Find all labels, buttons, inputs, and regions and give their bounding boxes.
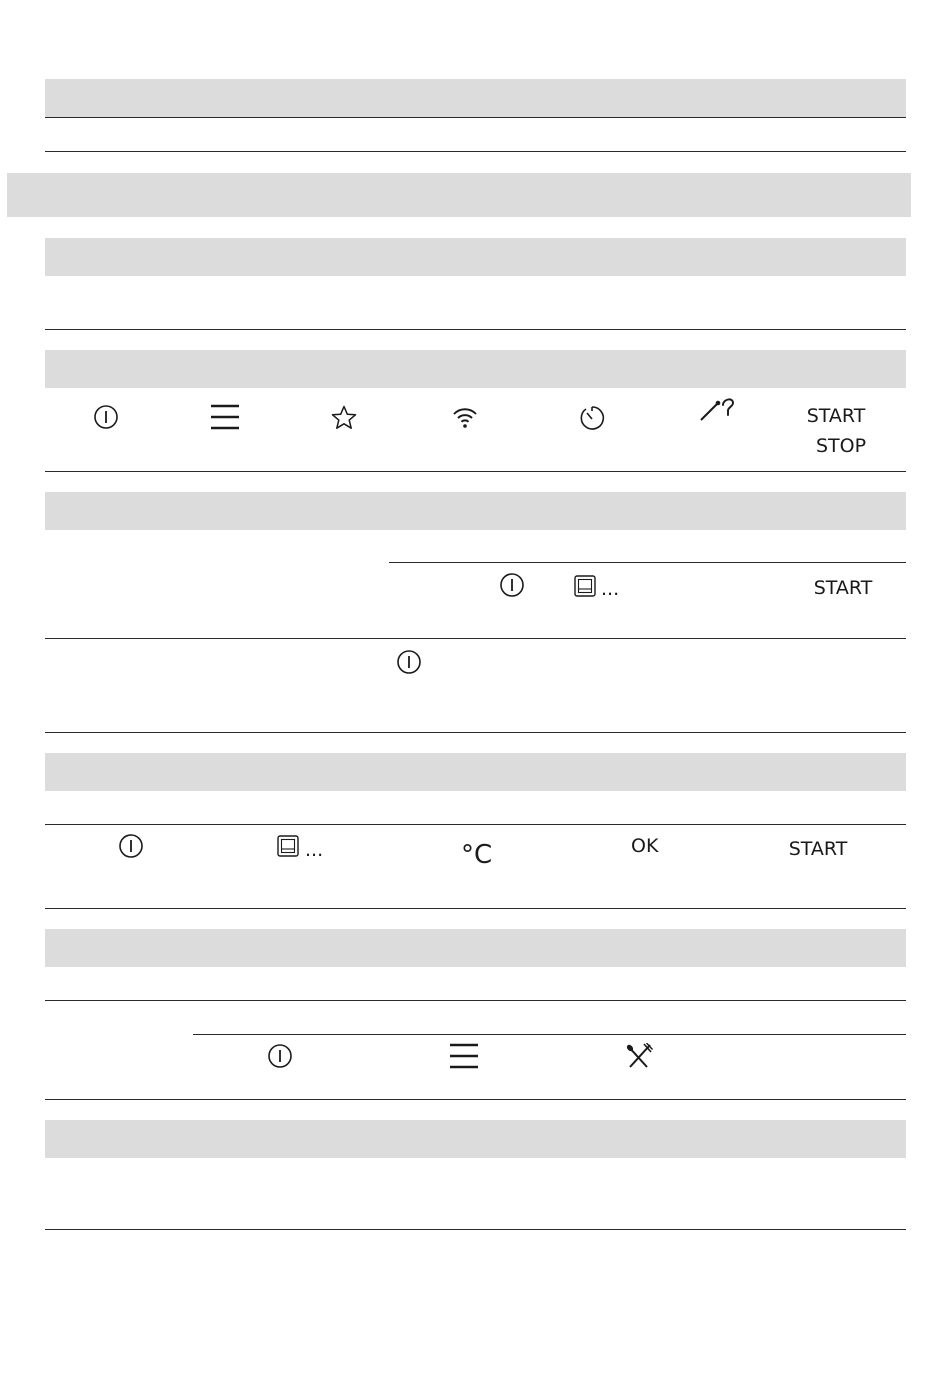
table-rule	[389, 562, 906, 563]
start-button-label[interactable]: START	[806, 405, 866, 427]
table-rule	[45, 638, 906, 639]
table-rule	[45, 151, 906, 152]
start-button-label[interactable]: START	[788, 838, 848, 860]
oven-function-icon[interactable]	[574, 575, 596, 597]
power-icon[interactable]	[499, 572, 525, 598]
power-icon[interactable]	[267, 1043, 293, 1069]
table-rule	[45, 1229, 906, 1230]
start-button-label[interactable]: START	[813, 577, 873, 599]
assisted-cooking-icon[interactable]	[625, 1043, 653, 1069]
table-rule	[193, 1034, 906, 1035]
table-rule	[45, 1000, 906, 1001]
power-icon[interactable]	[93, 404, 119, 430]
food-sensor-icon[interactable]	[699, 395, 735, 423]
table-rule	[45, 732, 906, 733]
power-icon[interactable]	[396, 649, 422, 675]
section-title-bar	[7, 173, 911, 217]
ok-button-label[interactable]: OK	[631, 835, 659, 857]
table-header-bar	[45, 753, 906, 791]
table-rule	[45, 117, 906, 118]
more-functions-ellipsis: ...	[601, 578, 620, 600]
oven-function-icon[interactable]	[277, 835, 299, 857]
temperature-button-label[interactable]: °C	[461, 840, 493, 870]
table-rule	[45, 471, 906, 472]
wifi-icon[interactable]	[452, 405, 478, 429]
stop-button-label[interactable]: STOP	[815, 435, 867, 457]
table-rule	[45, 908, 906, 909]
table-header-bar	[45, 79, 906, 117]
table-header-bar	[45, 350, 906, 388]
table-header-bar	[45, 238, 906, 276]
table-header-bar	[45, 492, 906, 530]
more-functions-ellipsis: ...	[305, 839, 324, 861]
table-rule	[45, 824, 906, 825]
table-header-bar	[45, 1120, 906, 1158]
table-rule	[45, 329, 906, 330]
favourites-icon[interactable]	[331, 405, 357, 431]
table-rule	[45, 1099, 906, 1100]
menu-icon[interactable]	[450, 1042, 478, 1070]
table-header-bar	[45, 929, 906, 967]
timer-icon[interactable]	[578, 404, 606, 432]
menu-icon[interactable]	[211, 403, 239, 431]
power-icon[interactable]	[118, 833, 144, 859]
